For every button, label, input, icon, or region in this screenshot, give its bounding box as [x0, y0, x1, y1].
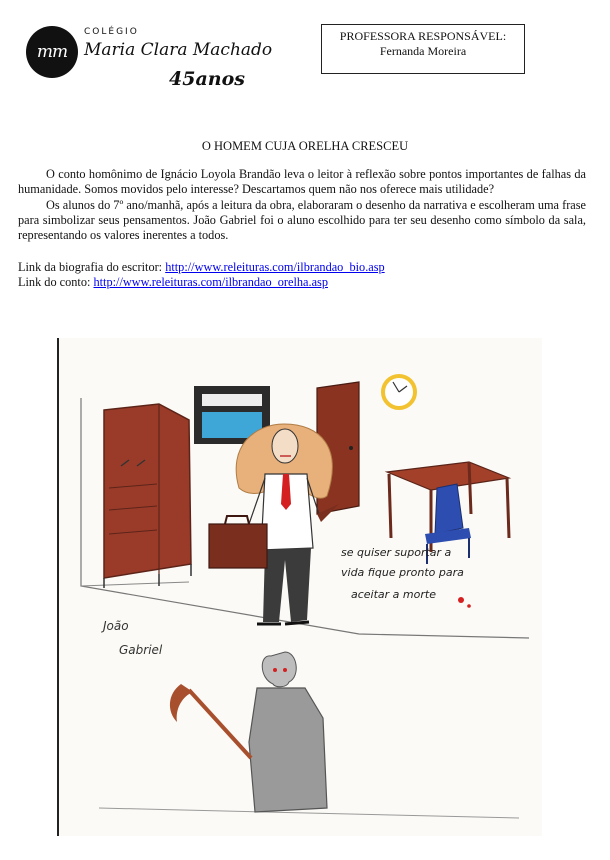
- window-top-pane: [202, 394, 262, 406]
- logo-anniversary: 45anos: [169, 68, 245, 90]
- scythe-blade: [170, 684, 193, 722]
- chair-back: [435, 484, 463, 534]
- drawing-signature-line-1: João: [103, 619, 129, 633]
- professor-label: PROFESSORA RESPONSÁVEL:: [339, 29, 507, 43]
- man-head: [272, 429, 298, 463]
- blood-drop: [458, 597, 464, 603]
- biography-link-label: Link da biografia do escritor:: [18, 260, 166, 274]
- floor-line: [81, 582, 189, 586]
- drawing-signature-line-2: Gabriel: [119, 643, 163, 657]
- school-logo: [26, 24, 273, 96]
- reaper-skull: [262, 652, 296, 687]
- logo-school-name: Maria Clara Machado: [84, 40, 273, 60]
- reaper-robe: [249, 688, 327, 812]
- professor-name: Fernanda Moreira: [379, 44, 467, 58]
- door-knob: [349, 446, 353, 450]
- story-link[interactable]: http://www.releituras.com/ilbrandao_orelha.asp: [93, 275, 328, 289]
- wardrobe-drawing: [104, 404, 191, 588]
- article-paragraph-2: Os alunos do 7º ano/manhã, após a leitura da obra, elaboraram o desenho da narrativa e escolheram uma frase para simbolizar seus pensamentos. João Gabriel foi o aluno escolhido para ter seu desenho como símbolo da sala, representando os valores inerentes a todos.: [18, 198, 586, 242]
- links-block: [18, 260, 385, 290]
- logo-monogram: mm: [26, 26, 78, 78]
- drawing-phrase-line-1: se quiser suportar a: [341, 546, 452, 559]
- blood-drop-small: [467, 604, 471, 608]
- story-link-line: [18, 275, 385, 290]
- biography-link-line: [18, 260, 385, 275]
- story-link-label: Link do conto:: [18, 275, 94, 289]
- man-shoes: [257, 622, 309, 624]
- biography-link[interactable]: http://www.releituras.com/ilbrandao_bio.asp: [165, 260, 385, 274]
- reaper-eye-left: [273, 668, 277, 672]
- student-drawing: [57, 338, 542, 836]
- clock-drawing: [383, 376, 415, 408]
- logo-colegio-text: COLÉGIO: [84, 27, 139, 37]
- drawing-phrase-line-2: vida fique pronto para: [341, 566, 464, 579]
- man-figure: [209, 424, 339, 624]
- man-trousers: [263, 548, 311, 622]
- reaper-eye-right: [283, 668, 287, 672]
- drawing-phrase-line-3: aceitar a morte: [351, 588, 436, 601]
- professor-box: [321, 24, 525, 74]
- article-title: O HOMEM CUJA ORELHA CRESCEU: [201, 139, 409, 153]
- suitcase: [209, 524, 267, 568]
- scythe-handle: [189, 690, 251, 758]
- article-paragraph-1: O conto homônimo de Ignácio Loyola Brandão leva o leitor à reflexão sobre pontos importantes de falhas da humanidade. Somos movidos pelo interesse? Descartamos quem não nos oferece mais utilidade?: [18, 167, 586, 196]
- grim-reaper-figure: [170, 652, 327, 812]
- wardrobe-body: [104, 404, 191, 578]
- suitcase-handle: [225, 516, 249, 524]
- drawing-canvas: [59, 338, 544, 836]
